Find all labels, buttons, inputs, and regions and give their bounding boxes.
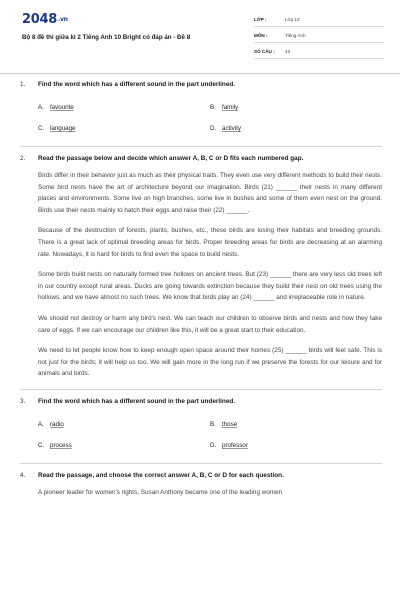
divider (20, 146, 382, 147)
option-letter: A. (38, 104, 44, 111)
option-text: professor (222, 441, 248, 449)
option-letter: B. (210, 420, 216, 428)
option-c[interactable] (38, 125, 75, 132)
question-number: 2. (20, 155, 26, 162)
option-a[interactable] (38, 421, 64, 428)
question-text: Find the word which has a different sound in the part underlined. (38, 81, 236, 88)
site-logo[interactable] (22, 12, 68, 27)
option-d[interactable] (210, 125, 241, 132)
option-text: process (50, 441, 72, 449)
divider (20, 463, 382, 464)
option-letter: C. (38, 441, 45, 449)
option-text: radio (50, 420, 64, 428)
option-letter: D. (210, 125, 217, 132)
option-text: favourite (50, 104, 74, 111)
question-text: Find the word which has a different sound in the part underlined. (38, 397, 236, 405)
question-1 (20, 80, 382, 133)
question-list (20, 80, 382, 508)
reading-passage (38, 487, 382, 499)
option-letter: D. (210, 441, 217, 449)
question-number: 4. (20, 471, 26, 479)
passage-paragraph: A pioneer leader for women's rights, Susan Anthony became one of the leading women (38, 488, 283, 496)
logo-text: 2048 (22, 12, 57, 27)
page-header (0, 0, 400, 74)
document-title: Bộ 8 đề thi giữa kì 2 Tiếng Anh 10 Bright có đáp án - Đề 8 (22, 34, 191, 41)
passage-paragraph: Because of the destruction of forests, plants, bushes, etc., these birds are losing their habitats and breeding grounds. There is a great lack of optimal breeding areas for birds. Proper breeding areas for birds are decreasing at an alarming rate. Nowadays, it is hard for birds to find even the space to build nests. (38, 227, 382, 258)
option-letter: C. (38, 125, 45, 132)
meta-row-count (254, 46, 384, 59)
question-prompt (20, 397, 382, 406)
question-text: Read the passage below and decide which answer A, B, C or D fits each numbered gap. (38, 155, 304, 162)
question-prompt (20, 154, 382, 163)
option-text: those (222, 420, 238, 428)
option-d[interactable] (210, 442, 248, 449)
question-4 (20, 471, 382, 499)
question-number: 1. (20, 81, 26, 88)
passage-paragraph: We need to let people know how to keep enough open space around their homes (25) ______ birds will feel safe. This is not just for the birds; it will help us too. We will gain more in the long run if we preserve the forests for our leisure and for animals and birds. (38, 347, 382, 378)
option-text: activity (222, 125, 241, 132)
reading-passage (38, 170, 382, 380)
option-text: language (50, 125, 76, 132)
meta-row-subject (254, 30, 384, 43)
option-letter: A. (38, 420, 44, 428)
meta-label: MÔN : (254, 33, 268, 38)
question-prompt (20, 471, 382, 480)
logo-tld: .vn (57, 16, 68, 23)
option-b[interactable] (210, 104, 238, 111)
meta-label: LỚP : (254, 17, 267, 22)
meta-info (254, 14, 384, 62)
question-prompt (20, 80, 382, 89)
meta-value: Tiếng Anh (285, 33, 306, 38)
meta-value: 43 (285, 49, 291, 54)
option-b[interactable] (210, 421, 237, 428)
meta-row-class (254, 14, 384, 27)
answer-options (38, 406, 382, 450)
meta-value: Lớp 10 (285, 17, 300, 22)
option-letter: B. (210, 104, 216, 111)
option-text: family (222, 104, 239, 111)
option-a[interactable] (38, 104, 74, 111)
question-2 (20, 154, 382, 380)
option-c[interactable] (38, 442, 72, 449)
passage-paragraph: Some birds build nests on naturally formed tree hollows on ancient trees. But (23) ______ there are very less old trees left in our country except rural areas. Ducks are going towards extinction because they build their nest on old trees using the hollows, and we have almost no such trees. We know that birds play an (24) ______ and irreplaceable role in nature. (38, 271, 382, 302)
meta-label: SỐ CÂU : (254, 49, 275, 54)
question-number: 3. (20, 397, 26, 405)
divider (20, 389, 382, 390)
answer-options (38, 89, 382, 133)
passage-paragraph: Birds differ in their behavior just as much as their physical traits. They even use very different methods to build their nests. Some bird nests have the art of architecture beyond our imagination. Birds (21) ______ their nests in many different places and environments. Some live on high branches, some live in bushes and some of them even nest on the ground. Birds use their nests mainly to hatch their eggs and raise their (22) ______. (38, 172, 382, 214)
question-3 (20, 397, 382, 450)
passage-paragraph: We should not destroy or harm any bird's nest. We can teach our children to observe birds and nests and how they take care of eggs. If we can encourage our children like this, it will be a great start to their education. (38, 314, 382, 334)
question-text: Read the passage, and choose the correct answer A, B, C or D for each question. (38, 471, 284, 479)
